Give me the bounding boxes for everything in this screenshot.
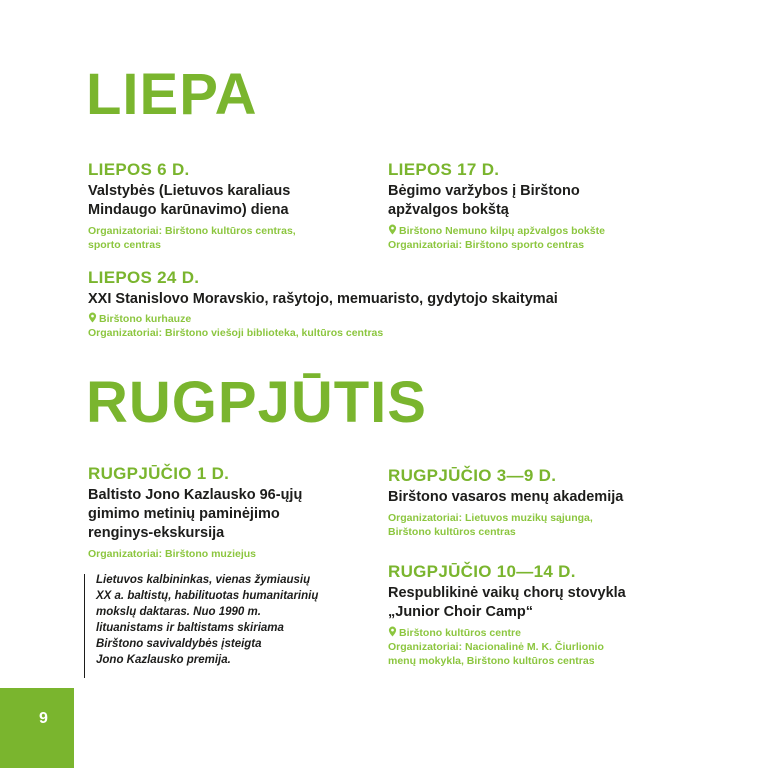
- event-july-6: [88, 160, 378, 252]
- event-date: RUGPJŪČIO 1 D.: [88, 464, 230, 483]
- event-title: Respublikinė vaikų chorų stovykla „Junior Choir Camp“: [388, 585, 626, 620]
- location-pin-icon: [88, 312, 97, 323]
- event-date: RUGPJŪČIO 3—9 D.: [388, 466, 557, 485]
- event-title: Birštono vasaros menų akademija: [388, 489, 624, 505]
- section-heading-august: RUGPJŪTIS: [86, 370, 427, 435]
- event-organizers: Organizatoriai: Birštono kultūros centras, sporto centras: [88, 225, 296, 251]
- event-title: Baltisto Jono Kazlausko 96-ųjų gimimo metinių paminėjimo renginys-ekskursija: [88, 487, 303, 541]
- event-organizers: Organizatoriai: Nacionalinė M. K. Čiurlionio menų mokykla, Birštono kultūros centras: [388, 641, 604, 667]
- location-pin-icon: [388, 224, 397, 235]
- quote-divider: [84, 574, 85, 678]
- event-date: LIEPOS 17 D.: [388, 160, 500, 179]
- page-number-block: [0, 688, 74, 768]
- event-title: XXI Stanislovo Moravskio, rašytojo, memuaristo, gydytojo skaitymai: [88, 291, 558, 307]
- event-date: RUGPJŪČIO 10—14 D.: [388, 562, 576, 581]
- event-organizers: Organizatoriai: Lietuvos muzikų sąjunga, Birštono kultūros centras: [388, 512, 593, 538]
- event-date: LIEPOS 6 D.: [88, 160, 190, 179]
- location-pin-icon: [388, 626, 397, 637]
- event-location: Birštono kultūros centre: [388, 626, 708, 640]
- event-organizers: Organizatoriai: Birštono viešoji biblioteka, kultūros centras: [88, 327, 384, 339]
- event-aug-10-14: [388, 562, 708, 668]
- event-organizers: Organizatoriai: Birštono muziejus: [88, 548, 257, 560]
- event-aug-3-9: [388, 466, 688, 539]
- event-location: Birštono kurhauze: [88, 312, 688, 326]
- section-heading-july: LIEPA: [86, 62, 258, 127]
- event-july-17: [388, 160, 688, 252]
- event-date: LIEPOS 24 D.: [88, 268, 200, 287]
- quote-text: Lietuvos kalbininkas, vienas žymiausių XX a. baltistų, habilituotas humanitarinių mokslų daktaras. Nuo 1990 m. lituanistams ir baltistams skiriama Birštono savivaldybės įsteigta Jono Kazlausko premija.: [96, 574, 319, 666]
- event-location: Birštono Nemuno kilpų apžvalgos bokšte: [388, 224, 688, 238]
- event-title: Bėgimo varžybos į Birštono apžvalgos bokštą: [388, 183, 580, 218]
- page-number: 9: [39, 710, 48, 727]
- event-july-24: [88, 268, 688, 340]
- event-aug-1: [88, 464, 378, 561]
- event-organizers: Organizatoriai: Birštono sporto centras: [388, 239, 585, 251]
- event-title: Valstybės (Lietuvos karaliaus Mindaugo karūnavimo) diena: [88, 183, 291, 218]
